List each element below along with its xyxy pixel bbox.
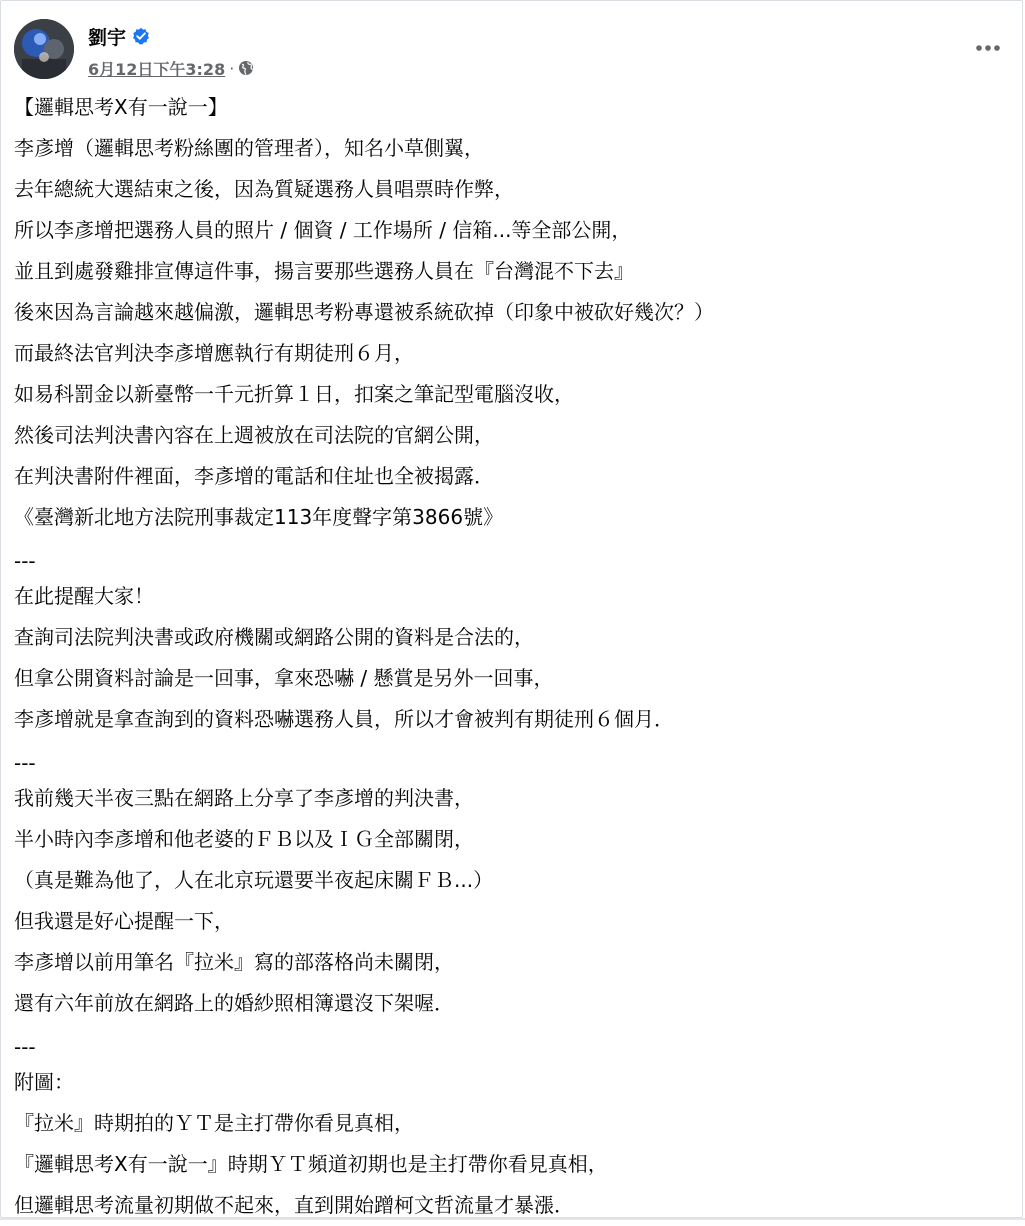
post-meta <box>88 57 254 79</box>
post-text-line: 『邏輯思考X有一說一』時期ＹＴ頻道初期也是主打帶你看見真相， <box>14 1152 608 1176</box>
section-separator: --- <box>14 751 36 775</box>
post-text-line: 還有六年前放在網路上的婚紗照相簿還沒下架喔． <box>14 991 454 1015</box>
post-body <box>14 87 1014 1226</box>
post-text-line: 我前幾天半夜三點在網路上分享了李彥增的判決書， <box>14 786 474 810</box>
post-header <box>14 19 1014 83</box>
globe-icon[interactable] <box>238 60 254 76</box>
post-text-line: 在判決書附件裡面，李彥增的電話和住址也全被揭露． <box>14 464 494 488</box>
post-text-line: 李彥增（邏輯思考粉絲團的管理者），知名小草側翼， <box>14 136 484 160</box>
section-separator: --- <box>14 549 36 573</box>
post-text-line: 《臺灣新北地方法院刑事裁定113年度聲字第3866號》 <box>14 505 504 529</box>
post-text-line: 【邏輯思考X有一說一】 <box>14 95 228 119</box>
post-text-line: 半小時內李彥增和他老婆的ＦＢ以及ＩＧ全部關閉， <box>14 827 474 851</box>
author-line <box>88 23 150 49</box>
post-timestamp-link[interactable]: 6月12日下午3:28 <box>88 59 226 79</box>
more-horizontal-icon <box>975 44 1001 52</box>
author-avatar[interactable] <box>14 19 74 79</box>
post-text-line: 李彥增以前用筆名『拉米』寫的部落格尚未關閉， <box>14 950 454 974</box>
post-text-line: 『拉米』時期拍的ＹＴ是主打帶你看見真相， <box>14 1111 414 1135</box>
post-text-line: 所以李彥增把選務人員的照片 / 個資 / 工作場所 / 信箱...等全部公開， <box>14 218 632 242</box>
post-text-line: 去年總統大選結束之後，因為質疑選務人員唱票時作弊， <box>14 177 514 201</box>
post-text-line: 後來因為言論越來越偏激，邏輯思考粉專還被系統砍掉（印象中被砍好幾次？） <box>14 300 714 324</box>
post-text-line: 如易科罰金以新臺幣一千元折算１日，扣案之筆記型電腦沒收， <box>14 382 574 406</box>
post-text-line: 李彥增就是拿查詢到的資料恐嚇選務人員，所以才會被判有期徒刑６個月． <box>14 707 674 731</box>
post-text-line: 而最終法官判決李彥增應執行有期徒刑６月， <box>14 341 414 365</box>
post-text-line: 附圖： <box>14 1070 74 1094</box>
section-separator: --- <box>14 1035 36 1059</box>
avatar-image <box>14 19 74 79</box>
meta-separator: · <box>229 58 235 78</box>
post-text-line: 然後司法判決書內容在上週被放在司法院的官網公開， <box>14 423 494 447</box>
post-text-line: 但我還是好心提醒一下， <box>14 909 234 933</box>
post-text-line: 並且到處發雞排宣傳這件事，揚言要那些選務人員在『台灣混不下去』 <box>14 259 634 283</box>
post-text-line: 查詢司法院判決書或政府機關或網路公開的資料是合法的， <box>14 625 534 649</box>
post-text-line: 在此提醒大家！ <box>14 584 154 608</box>
post-text-line: 但拿公開資料討論是一回事，拿來恐嚇 / 懸賞是另外一回事， <box>14 666 554 690</box>
author-name[interactable]: 劉宇 <box>88 26 127 49</box>
verified-badge-icon <box>132 27 150 45</box>
more-options-button[interactable] <box>972 35 1004 61</box>
post-text-line: （真是難為他了，人在北京玩還要半夜起床關ＦＢ...） <box>14 868 494 892</box>
post-text-line: 但邏輯思考流量初期做不起來，直到開始蹭柯文哲流量才暴漲． <box>14 1193 574 1217</box>
